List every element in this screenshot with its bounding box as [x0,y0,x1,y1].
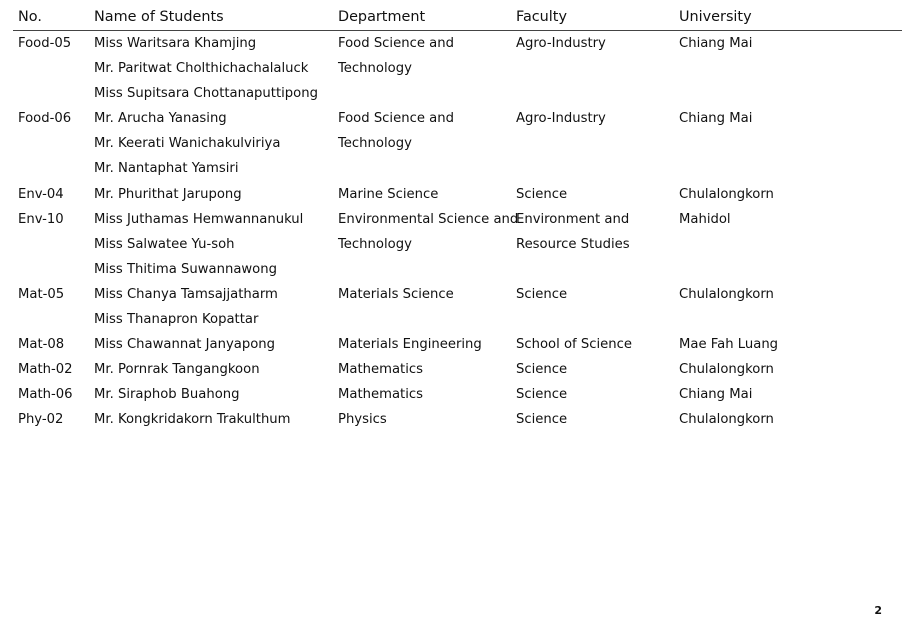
cell-department-line: Materials Science [338,286,454,302]
cell-students [89,106,333,181]
cell-department-line: Materials Engineering [338,337,482,353]
cell-no-line: Phy-02 [18,412,64,428]
cell-department-line: Technology [338,236,412,252]
cell-students-line: Miss Waritsara Khamjing [94,36,257,51]
cell-students-line: Miss Thitima Suwannawong [94,261,277,277]
cell-university [674,407,902,432]
table-row [13,31,902,107]
cell-no-line: Env-10 [18,211,64,227]
students-table [13,4,902,433]
cell-faculty-line: Science [516,412,568,428]
cell-department [333,106,511,181]
cell-students-line: Mr. Nantaphat Yamsiri [94,161,239,177]
cell-students [89,282,333,332]
cell-department-line: Food Science and [338,111,454,127]
cell-department-line: Environmental Science and [338,211,519,227]
cell-university [674,182,902,207]
cell-students-line: Miss Chanya Tamsajjatharm [94,286,278,302]
cell-students-line: Mr. Keerati Wanichakulviriya [94,136,281,152]
table-row [13,332,902,357]
cell-university [674,357,902,382]
cell-university-line: Mae Fah Luang [679,337,779,353]
cell-university-line: Chulalongkorn [679,286,774,302]
cell-faculty [511,182,674,207]
cell-university [674,382,902,407]
header-row [13,4,902,31]
cell-department [333,182,511,207]
cell-department [333,282,511,332]
cell-no [13,282,89,332]
cell-no [13,106,89,181]
cell-students-line: Mr. Phurithat Jarupong [94,186,242,202]
cell-students [89,357,333,382]
cell-no [13,182,89,207]
cell-faculty-line: Science [516,362,568,378]
cell-university [674,332,902,357]
table-row [13,357,902,382]
cell-students-line: Miss Thanapron Kopattar [94,312,259,328]
table-row [13,207,902,282]
cell-students-line: Miss Supitsara Chottanaputtipong [94,86,318,102]
cell-no-line: Mat-05 [18,286,65,302]
cell-department-line: Food Science and [338,36,454,51]
cell-university-line: Chiang Mai [679,111,753,127]
cell-department [333,332,511,357]
cell-students-line: Mr. Siraphob Buahong [94,387,240,403]
cell-university-line: Chulalongkorn [679,362,774,378]
cell-department-line: Physics [338,412,387,428]
cell-faculty-line: Resource Studies [516,236,630,252]
cell-university [674,31,902,107]
cell-department [333,407,511,432]
cell-department [333,31,511,107]
cell-no [13,207,89,282]
cell-students [89,31,333,107]
cell-department-line: Marine Science [338,186,439,202]
cell-faculty [511,332,674,357]
cell-students-line: Miss Salwatee Yu-soh [94,236,235,252]
cell-no-line: Math-02 [18,362,73,378]
cell-university-line: Chiang Mai [679,387,753,403]
cell-faculty-line: Environment and [516,211,630,227]
cell-department-line: Technology [338,136,412,152]
cell-students [89,382,333,407]
cell-students-line: Mr. Kongkridakorn Trakulthum [94,412,291,428]
cell-no [13,332,89,357]
cell-faculty-line: Science [516,387,568,403]
cell-students [89,332,333,357]
cell-faculty [511,382,674,407]
cell-faculty [511,31,674,107]
cell-faculty [511,357,674,382]
cell-department-line: Technology [338,61,412,77]
cell-university [674,207,902,282]
cell-department-line: Mathematics [338,387,423,403]
cell-no-line: Food-05 [18,36,72,51]
cell-no-line: Food-06 [18,111,72,127]
cell-university-line: Chulalongkorn [679,186,774,202]
cell-no [13,382,89,407]
cell-department [333,357,511,382]
cell-university-line: Chiang Mai [679,36,753,51]
cell-faculty [511,407,674,432]
cell-faculty-line: Agro-Industry [516,111,606,127]
cell-university-line: Chulalongkorn [679,412,774,428]
header-department: Department [333,4,511,31]
cell-no-line: Env-04 [18,186,64,202]
cell-no-line: Mat-08 [18,337,65,353]
table-row [13,282,902,332]
header-students: Name of Students [89,4,333,31]
cell-no-line: Math-06 [18,387,73,403]
cell-department [333,382,511,407]
cell-faculty-line: Science [516,186,568,202]
table-row [13,382,902,407]
table-row [13,182,902,207]
page-number: 2 [874,604,882,617]
cell-department [333,207,519,282]
cell-students-line: Miss Chawannat Janyapong [94,337,276,353]
cell-students-line: Mr. Pornrak Tangangkoon [94,362,260,378]
header-no: No. [13,4,89,31]
cell-university [674,106,902,181]
table-row [13,106,902,181]
header-university: University [674,4,902,31]
cell-faculty-line: Agro-Industry [516,36,606,51]
cell-no [13,407,89,432]
cell-no [13,357,89,382]
cell-university [674,282,902,332]
cell-faculty [511,282,674,332]
cell-university-line: Mahidol [679,211,731,227]
cell-department-line: Mathematics [338,362,423,378]
cell-faculty [511,106,674,181]
cell-students [89,207,333,282]
cell-faculty [511,207,674,282]
cell-students-line: Miss Juthamas Hemwannanukul [94,211,304,227]
cell-faculty-line: School of Science [516,337,632,353]
header-faculty: Faculty [511,4,674,31]
cell-students-line: Mr. Paritwat Cholthichachalaluck [94,61,309,77]
cell-no [13,31,89,107]
cell-students-line: Mr. Arucha Yanasing [94,111,227,127]
cell-faculty-line: Science [516,286,568,302]
table-body [13,31,902,433]
cell-students [89,407,333,432]
cell-students [89,182,333,207]
table-row [13,407,902,432]
